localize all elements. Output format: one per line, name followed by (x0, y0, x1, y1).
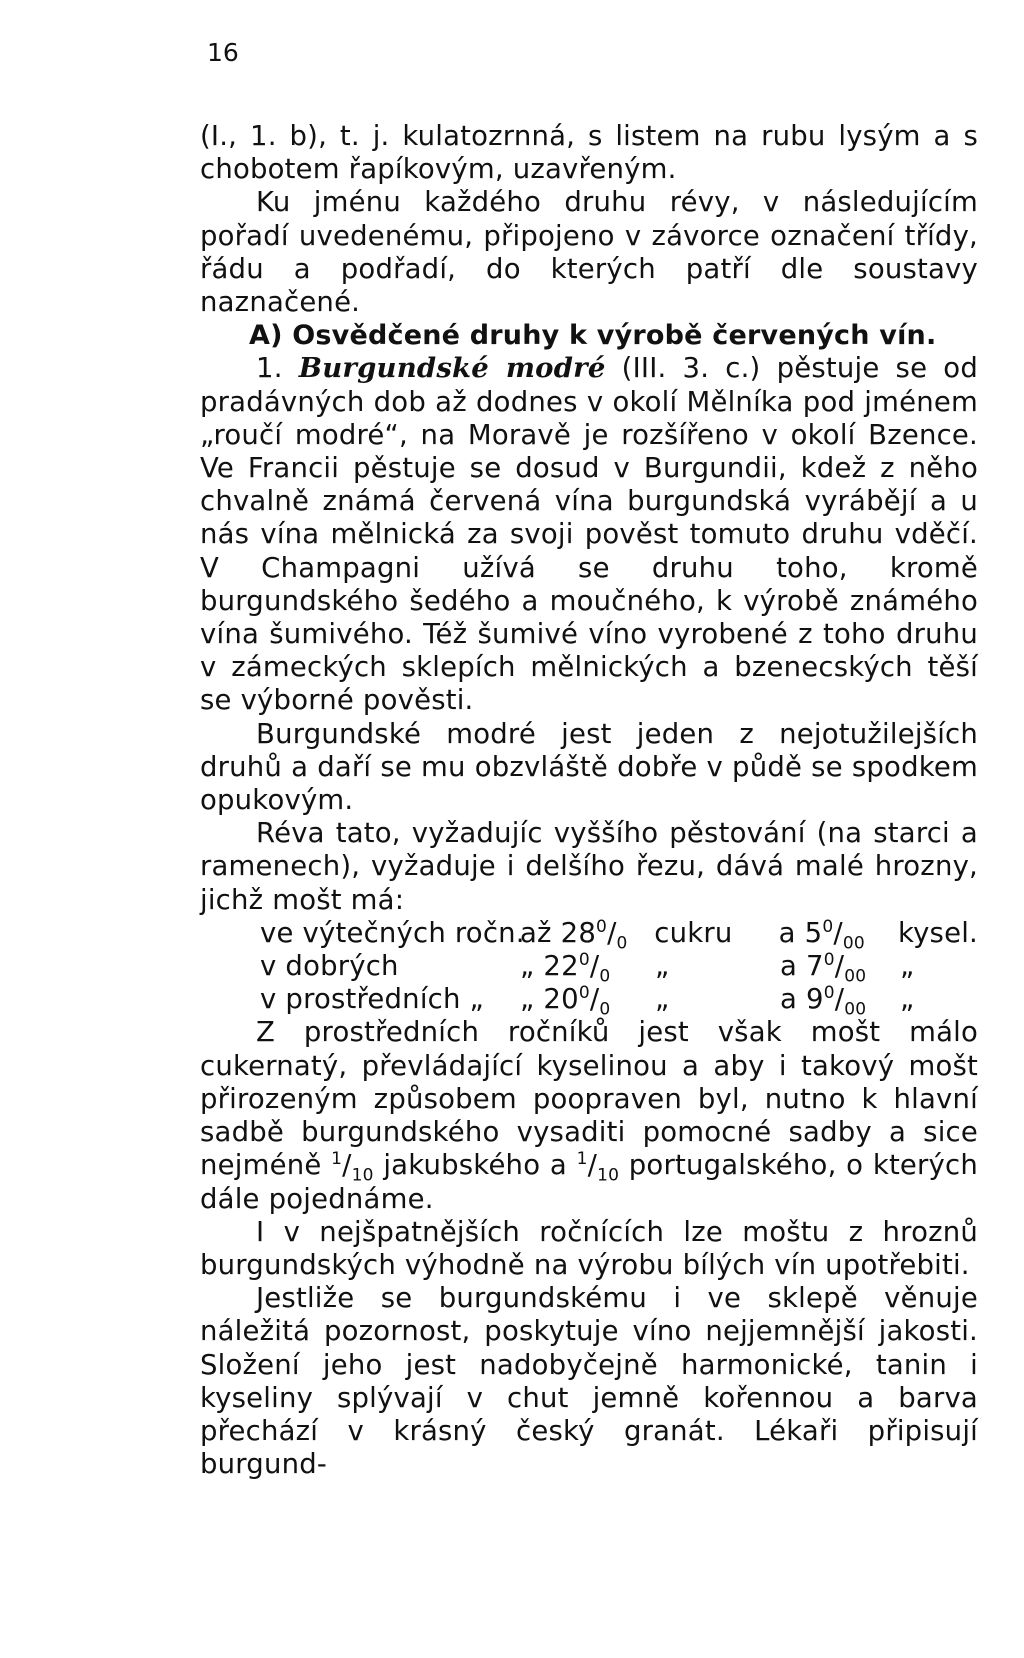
row-label: v prostředních „ (260, 983, 484, 1016)
must-row (260, 949, 978, 987)
variety-title: Burgundské modré (298, 352, 606, 385)
fraction-denominator: 10 (351, 1165, 374, 1186)
paragraph-white-wine: I v nejšpatnějších ročnících lze moštu z hroznů burgundských výhodně na výrobu bílých vín upotřebiti. (200, 1215, 978, 1281)
paragraph-weak-years: Z prostředních ročníků jest však mošt málo cukernatý, převládající kyselinou a aby i takový mošt přirozeným způsobem poopraven byl, nutno k hlavní sadbě burgundského vysaditi pomocné sadby a sice nejméně $^1/_{10}$ jakubského a $^1/_{10}$ portugalského, o kterých dále pojednáme. (200, 1016, 978, 1215)
row-acid: a $9^0/_{00}$ (780, 983, 867, 1020)
row-word: „ (655, 983, 670, 1016)
must-table (200, 916, 978, 1020)
paragraph-burgundy-text: (III. 3. c.) pěstuje se od pradávných dob až dodnes v okolí Mělníka pod jménem „roučí modré“, na Moravě je rozšířeno v okolí Bzence. Ve Francii pěstuje se dosud v Burgundii, kdež z něho chvalně známá červená vína burgundská vyrábějí a u nás vína mělnická za svoji pověst tomuto druhu vděčí. V Champagni užívá se druhu toho, kromě burgundského šedého a moučného, k výrobě známého vína šumivého. Též šumivé víno vyrobené z toho druhu v zámeckých sklepích mělnických a bzenecských těší se výborné pověsti. (200, 352, 978, 717)
must-row (260, 983, 978, 1020)
row-acid: a $5^0/_{00}$ (778, 916, 865, 954)
paragraph-hardiness: Burgundské modré jest jeden z nejotužilejších druhů a daří se mu obzvláště dobře v půdě se spodkem opukovým. (200, 717, 978, 817)
row-word: cukru (654, 916, 733, 949)
row-acid: a $7^0/_{00}$ (780, 949, 867, 987)
row-sugar: „ $20^0/_0$ (520, 983, 611, 1020)
row-label: ve výtečných ročn. (260, 916, 525, 949)
paragraph-intro: (I., 1. b), t. j. kulatozrnná, s listem na rubu lysým a s chobotem řapíkovým, uzavřeným. (200, 120, 978, 186)
row-unit: kysel. (897, 916, 978, 949)
must-row (260, 916, 978, 954)
section-heading: A) Osvědčené druhy k výrobě červených vín. (249, 320, 937, 352)
paragraph-must: Réva tato, vyžadujíc vyššího pěstování (na starci a ramenech), vyžaduje i delšího řezu, dává malé hrozny, jichž mošt má: (200, 817, 978, 916)
row-sugar: „ $22^0/_0$ (520, 949, 611, 987)
row-sugar: až $28^0/_0$ (520, 916, 628, 954)
paragraph-burgundy (200, 352, 978, 717)
paragraph-naming: Ku jménu každého druhu révy, v následujícím pořadí uvedenému, připojeno v závorce označení třídy, řádu a podřadí, do kterých patří dle soustavy naznačené. (200, 186, 978, 319)
item-number: 1. (256, 352, 283, 385)
paragraph-cellar: Jestliže se burgundskému i ve sklepě věnuje náležitá pozornost, poskytuje víno nejjemnější jakosti. Složení jeho jest nadobyčejně harmonické, tanin i kyseliny splývají v chut jemně kořennou a barva přechází v krásný český granát. Lékaři připisují burgund- (200, 1282, 978, 1481)
row-word: „ (655, 950, 670, 983)
row-label: v dobrých (260, 950, 399, 983)
body-text (200, 120, 978, 1481)
page-number: 16 (207, 38, 239, 67)
row-unit: „ (900, 983, 915, 1016)
row-unit: „ (900, 950, 915, 983)
fraction-numerator: 1 (331, 1149, 343, 1170)
